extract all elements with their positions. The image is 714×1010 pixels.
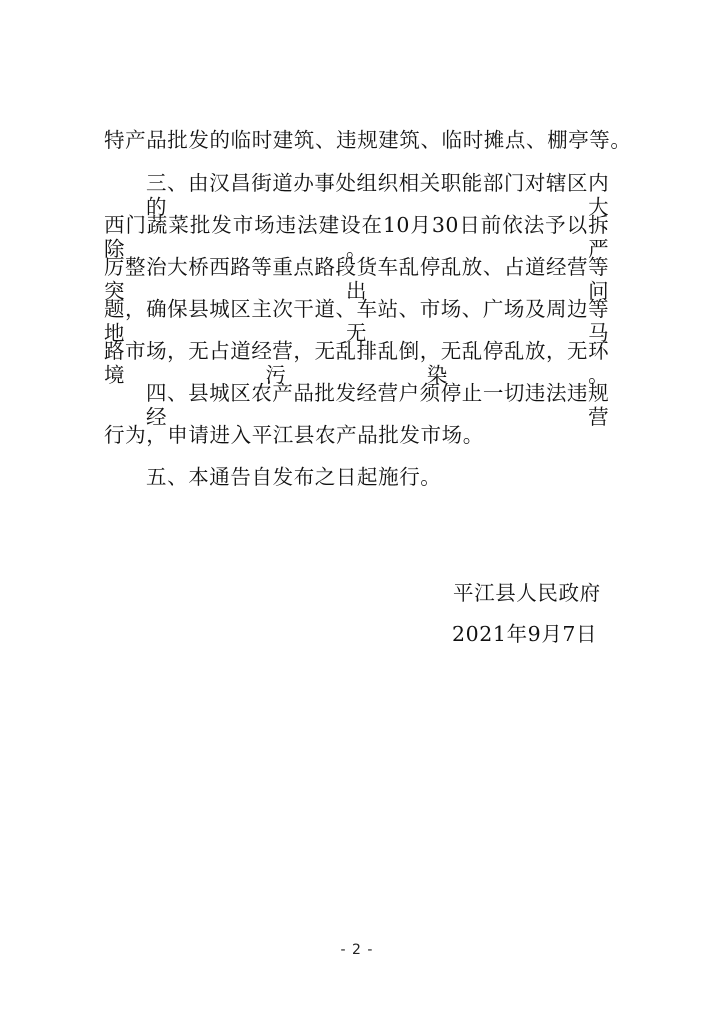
paragraph-line-3: 西门蔬菜批发市场违法建设在10月30日前依法予以拆除。严 (104, 213, 609, 261)
paragraph-line-9: 五、本通告自发布之日起施行。 (146, 465, 442, 489)
paragraph-line-2: 三、由汉昌街道办事处组织相关职能部门对辖区内的大 (146, 171, 609, 219)
paragraph-line-7: 四、县城区农产品批发经营户须停止一切违法违规经营 (146, 381, 609, 429)
paragraph-line-6: 路市场，无占道经营，无乱排乱倒，无乱停乱放，无环境污染。 (104, 339, 609, 387)
paragraph-line-1: 特产品批发的临时建筑、违规建筑、临时摊点、棚亭等。 (104, 128, 632, 152)
issue-date: 2021年9月7日 (452, 622, 598, 646)
paragraph-line-8: 行为，申请进入平江县农产品批发市场。 (104, 423, 484, 447)
page-number: - 2 - (340, 942, 374, 958)
paragraph-line-5: 题，确保县城区主次干道、车站、市场、广场及周边等地无马 (104, 297, 609, 345)
paragraph-line-4: 厉整治大桥西路等重点路段货车乱停乱放、占道经营等突出问 (104, 255, 609, 303)
issuer-signature: 平江县人民政府 (453, 581, 601, 605)
